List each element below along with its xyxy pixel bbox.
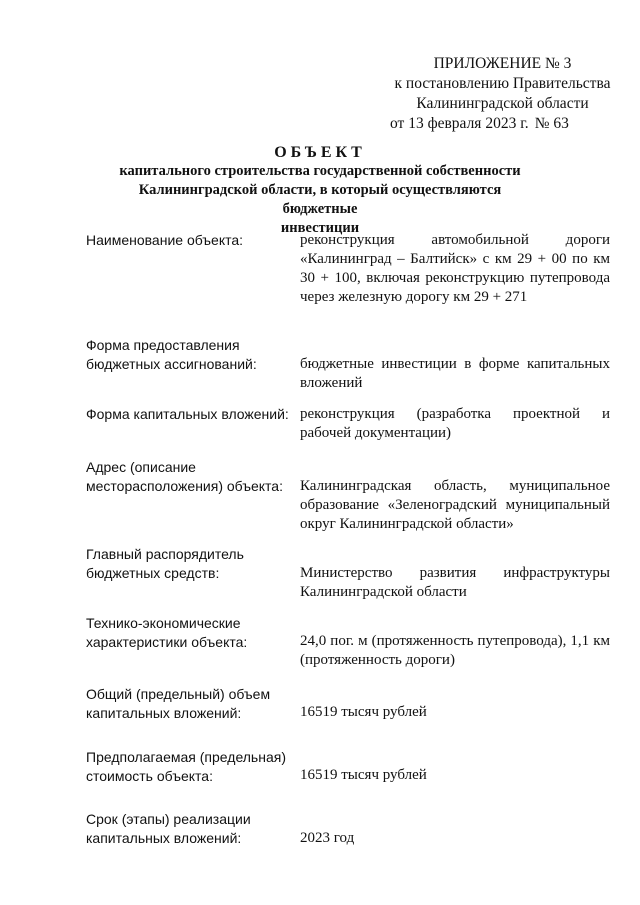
appendix-region: Калининградской области	[416, 95, 589, 112]
appendix-number: ПРИЛОЖЕНИЕ № 3	[433, 55, 572, 72]
field-label-characteristics	[86, 614, 301, 652]
field-label-investment-form	[86, 405, 301, 424]
label-line: Общий (предельный) объем	[86, 686, 271, 702]
title-line-3: инвестиции	[280, 220, 360, 236]
field-value-total-volume: 16519 тысяч рублей	[300, 704, 427, 720]
field-value-budget-manager: Министерство развития инфраструктуры Калининградской области	[300, 565, 610, 600]
label-line: Срок (этапы) реализации	[86, 811, 251, 827]
label-line: Предполагаемая (предельная)	[86, 749, 286, 765]
appendix-date: от 13 февраля 2023 г.	[390, 115, 529, 132]
label-line: Наименование объекта:	[86, 232, 244, 248]
title-main: ОБЪЕКТ	[274, 144, 366, 161]
appendix-doc-number: № 63	[534, 115, 569, 132]
label-line: Главный распорядитель	[86, 546, 244, 562]
label-line: Форма капитальных вложений:	[86, 406, 289, 422]
label-line: капитальных вложений:	[86, 705, 242, 721]
field-label-estimated-cost	[86, 748, 301, 786]
appendix-resolution: к постановлению Правительства	[394, 75, 611, 92]
label-line: месторасположения) объекта:	[86, 478, 283, 494]
appendix-header	[390, 54, 615, 134]
field-label-budget-manager	[86, 545, 301, 583]
label-line: бюджетных ассигнований:	[86, 356, 257, 372]
label-line: Технико-экономические	[86, 615, 241, 631]
field-value-object-name: реконструкция автомобильной дороги «Калининград – Балтийск» с км 29 + 00 по км 30 + 100, включая реконструкцию путепровода через железную дорогу км 29 + 271	[300, 232, 610, 305]
field-value-implementation-period: 2023 год	[300, 830, 355, 846]
field-value-characteristics: 24,0 пог. м (протяженность путепровода), 1,1 км (протяженность дороги)	[300, 633, 610, 668]
appendix-date-line	[390, 114, 615, 134]
field-label-allocation-form	[86, 336, 301, 374]
label-line: Форма предоставления	[86, 337, 240, 353]
label-line: Адрес (описание	[86, 459, 196, 475]
title-line-1: капитального строительства государственной собственности	[119, 163, 521, 179]
label-line: стоимость объекта:	[86, 768, 213, 784]
document-title	[110, 143, 530, 238]
title-line-2: Калининградской области, в который осуществляются бюджетные	[138, 182, 502, 217]
field-label-total-volume	[86, 685, 301, 723]
label-line: бюджетных средств:	[86, 565, 220, 581]
field-label-address	[86, 458, 301, 496]
field-value-estimated-cost: 16519 тысяч рублей	[300, 767, 427, 783]
field-value-allocation-form: бюджетные инвестиции в форме капитальных вложений	[300, 356, 610, 391]
field-value-investment-form: реконструкция (разработка проектной и рабочей документации)	[300, 406, 610, 441]
label-line: капитальных вложений:	[86, 830, 242, 846]
field-label-object-name	[86, 231, 301, 250]
label-line: характеристики объекта:	[86, 634, 248, 650]
field-value-address: Калининградская область, муниципальное образование «Зеленоградский муниципальный округ Калининградской области»	[300, 478, 610, 532]
field-label-implementation-period	[86, 810, 301, 848]
